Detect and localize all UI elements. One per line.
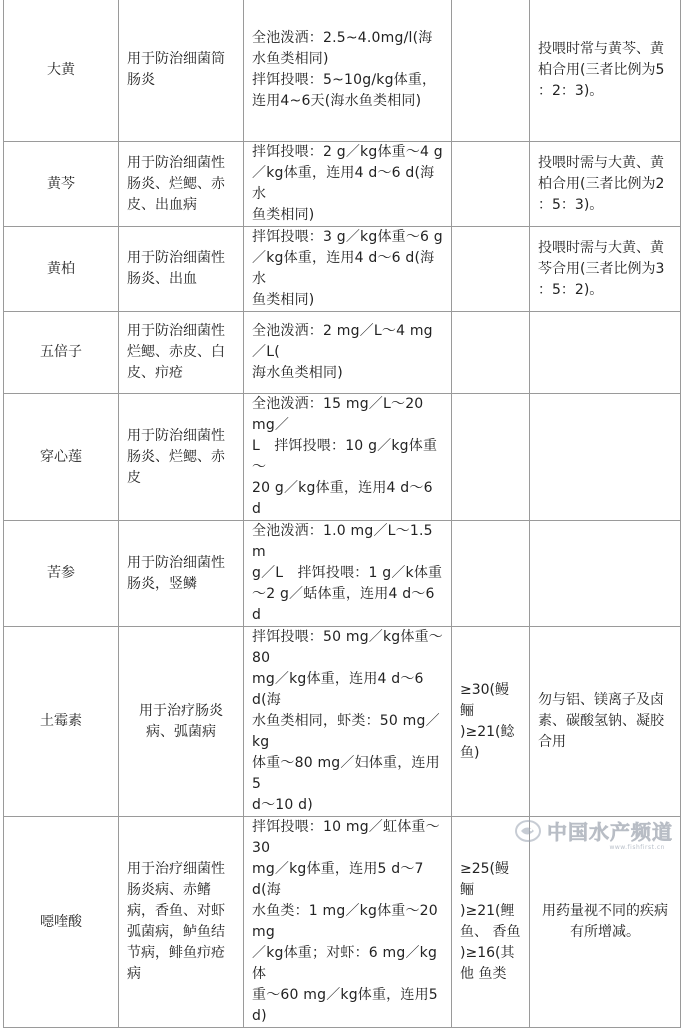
watermark-url: www.fishfirst.cn: [609, 844, 665, 851]
drug-name: 大黄: [4, 0, 119, 142]
drug-withdrawal: [452, 521, 530, 627]
drug-withdrawal: ≥25(鳗鲡 )≥21(鲤 鱼、 香鱼 )≥16(其 他 鱼类: [452, 817, 530, 1028]
fish-logo-icon: [513, 818, 543, 844]
drug-withdrawal: ≥30(鳗鲡 )≥21(鲶 鱼): [452, 627, 530, 817]
drug-usage: 用于防治细菌性 肠炎，竖鳞: [119, 521, 244, 627]
drug-name: 穿心莲: [4, 394, 119, 521]
drug-note: 投喂时需与大黄、黄 柏合用(三者比例为2 ：5：3)。: [530, 142, 681, 227]
drug-usage: 用于防治细菌筒 肠炎: [119, 0, 244, 142]
drug-name: 噁喹酸: [4, 817, 119, 1028]
drug-usage: 用于治疗细菌性 肠炎病、赤鳍 病，香鱼、对虾 弧菌病，鲈鱼结 节病，鲱鱼疖疮 病: [119, 817, 244, 1028]
table-row: [4, 312, 681, 394]
drug-withdrawal: [452, 142, 530, 227]
drug-usage: 用于防治细菌性 烂鳃、赤皮、白 皮、疖疮: [119, 312, 244, 394]
drug-dosage: 全池泼洒：2.5~4.0mg/l(海 水鱼类相同) 拌饵投喂：5~10g/kg体重， 连用4~6天(海水鱼类相同): [244, 0, 452, 142]
drug-dosage: 拌饵投喂：2 g／kg体重～4 g ／kg体重，连用4 d～6 d(海水 鱼类相同): [244, 142, 452, 227]
drug-dosage: 全池泼洒：2 mg／L～4 mg／L( 海水鱼类相同): [244, 312, 452, 394]
drug-name: 苦参: [4, 521, 119, 627]
drug-dosage: 全池泼洒：1.0 mg／L～1.5 m g／L 拌饵投喂：1 g／k体重 ～2 g／蛞体重，连用4 d～6 d: [244, 521, 452, 627]
drug-note: 投喂时需与大黄、黄 芩合用(三者比例为3 ：5：2)。: [530, 227, 681, 312]
drug-dosage: 拌饵投喂：3 g／kg体重～6 g ／kg体重，连用4 d～6 d(海水 鱼类相同): [244, 227, 452, 312]
drug-dosage: 全池泼洒：15 mg／L～20 mg／ L 拌饵投喂：10 g／kg体重～ 20 g／kg体重，连用4 d～6 d: [244, 394, 452, 521]
drug-note: [530, 312, 681, 394]
table-row: [4, 627, 681, 817]
drug-dosage: 拌饵投喂：50 mg／kg体重～80 mg／kg体重，连用4 d～6 d(海 水鱼类相同，虾类：50 mg／kg 体重～80 mg／妇体重，连用5 d～10 d): [244, 627, 452, 817]
drug-usage: 用于治疗肠炎 病、弧菌病: [119, 627, 244, 817]
drug-note: 投喂时常与黄芩、黄 柏合用(三者比例为5 ：2：3)。: [530, 0, 681, 142]
table-row: [4, 394, 681, 521]
watermark: [513, 816, 673, 845]
table-row: [4, 817, 681, 1028]
drug-usage: 用于防治细菌性 肠炎、烂鳃、赤 皮、出血病: [119, 142, 244, 227]
drug-name: 黄芩: [4, 142, 119, 227]
table-row: [4, 142, 681, 227]
drug-name: 土霉素: [4, 627, 119, 817]
drug-withdrawal: [452, 227, 530, 312]
drug-usage: 用于防治细菌性 肠炎、出血: [119, 227, 244, 312]
drug-note: 用药量视不同的疾病 有所增减。: [530, 817, 681, 1028]
drug-table: [3, 0, 681, 1028]
drug-name: 五倍子: [4, 312, 119, 394]
drug-dosage: 拌饵投喂：10 mg／虹体重～30 mg／kg体重，连用5 d～7 d(海 水鱼类：1 mg／kg体重～20 mg ／kg体重；对虾：6 mg／kg体 重～60 mg／kg体重，连用5 d): [244, 817, 452, 1028]
drug-name: 黄柏: [4, 227, 119, 312]
drug-note: [530, 394, 681, 521]
drug-withdrawal: [452, 0, 530, 142]
table-row: [4, 227, 681, 312]
table-row: [4, 521, 681, 627]
drug-withdrawal: [452, 312, 530, 394]
drug-usage: 用于防治细菌性 肠炎、烂鳃、赤 皮: [119, 394, 244, 521]
table-row: [4, 0, 681, 142]
watermark-text: 中国水产频道: [547, 820, 673, 844]
drug-withdrawal: [452, 394, 530, 521]
drug-note: 勿与铝、镁离子及卤 素、碳酸氢钠、凝胶 合用: [530, 627, 681, 817]
drug-note: [530, 521, 681, 627]
